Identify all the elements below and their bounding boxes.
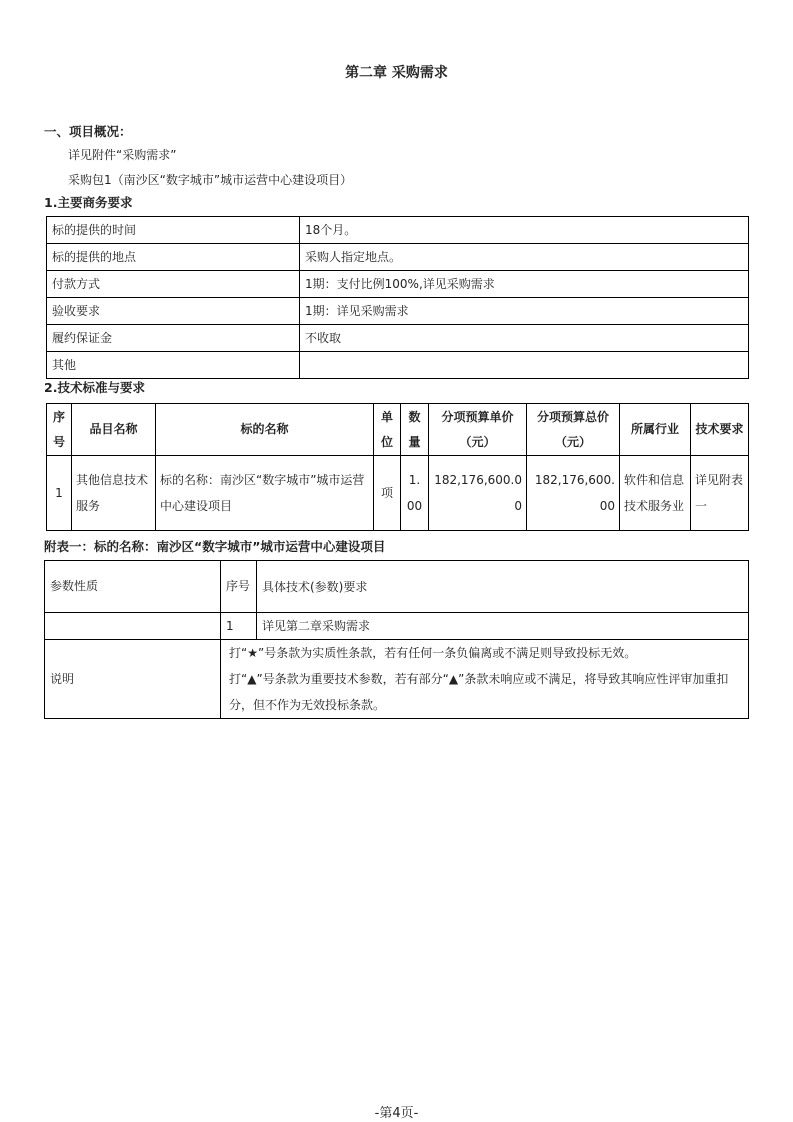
table-row — [45, 613, 749, 640]
note-line-1: 打“★”号条款为实质性条款，若有任何一条负偏离或不满足则导致投标无效。 — [229, 646, 637, 660]
business-value: 不收取 — [300, 325, 749, 352]
business-label: 验收要求 — [47, 298, 300, 325]
header-qty: 数量 — [401, 404, 429, 456]
business-label: 其他 — [47, 352, 300, 379]
cell-name: 标的名称：南沙区“数字城市”城市运营中心建设项目 — [156, 456, 374, 531]
note-label: 说明 — [45, 640, 221, 719]
table-row — [45, 640, 749, 719]
business-label: 付款方式 — [47, 271, 300, 298]
business-value: 采购人指定地点。 — [300, 244, 749, 271]
page-title: 第二章 采购需求 — [345, 65, 448, 81]
business-label: 履约保证金 — [47, 325, 300, 352]
table-header-row — [45, 561, 749, 613]
header-req: 技术要求 — [691, 404, 749, 456]
header-req: 具体技术(参数)要求 — [257, 561, 749, 613]
business-value: 1期：详见采购需求 — [300, 298, 749, 325]
business-value: 18个月。 — [300, 217, 749, 244]
overview-line-1: 详见附件“采购需求” — [68, 148, 177, 162]
cell-item: 其他信息技术服务 — [72, 456, 156, 531]
tech-heading: 2.技术标准与要求 — [44, 380, 145, 395]
page-number: -第4页- — [374, 1106, 419, 1121]
overview-line-2: 采购包1（南沙区“数字城市”城市运营中心建设项目） — [68, 173, 353, 187]
cell-industry: 软件和信息技术服务业 — [620, 456, 691, 531]
header-name: 标的名称 — [156, 404, 374, 456]
cell-qty: 1.00 — [401, 456, 429, 531]
table-row — [47, 244, 749, 271]
cell-req: 详见第二章采购需求 — [257, 613, 749, 640]
cell-total-price: 182,176,600.00 — [527, 456, 620, 531]
table-row — [47, 325, 749, 352]
header-item: 品目名称 — [72, 404, 156, 456]
appendix-heading: 附表一：标的名称：南沙区“数字城市”城市运营中心建设项目 — [44, 539, 386, 554]
cell-unit: 项 — [374, 456, 401, 531]
note-line-2: 打“▲”号条款为重要技术参数，若有部分“▲”条款未响应或不满足，将导致其响应性评审加重扣分，但不作为无效投标条款。 — [229, 672, 729, 712]
header-no: 序号 — [47, 404, 72, 456]
appendix-table — [44, 560, 749, 719]
header-nature: 参数性质 — [45, 561, 221, 613]
cell-unit-price: 182,176,600.00 — [429, 456, 527, 531]
section-heading-overview: 一、项目概况： — [44, 124, 132, 139]
cell-nature — [45, 613, 221, 640]
note-text — [221, 640, 749, 719]
business-label: 标的提供的地点 — [47, 244, 300, 271]
business-table — [46, 216, 749, 379]
header-no: 序号 — [221, 561, 257, 613]
header-total-price: 分项预算总价（元） — [527, 404, 620, 456]
cell-req: 详见附表一 — [691, 456, 749, 531]
table-row — [47, 271, 749, 298]
table-row — [47, 456, 749, 531]
business-value — [300, 352, 749, 379]
business-label: 标的提供的时间 — [47, 217, 300, 244]
cell-no: 1 — [47, 456, 72, 531]
table-row — [47, 352, 749, 379]
table-header-row — [47, 404, 749, 456]
business-heading: 1.主要商务要求 — [44, 195, 133, 210]
table-row — [47, 298, 749, 325]
header-unit-price: 分项预算单价（元） — [429, 404, 527, 456]
business-value: 1期：支付比例100%,详见采购需求 — [300, 271, 749, 298]
tech-table — [46, 403, 749, 531]
header-industry: 所属行业 — [620, 404, 691, 456]
cell-no: 1 — [221, 613, 257, 640]
header-unit: 单位 — [374, 404, 401, 456]
table-row — [47, 217, 749, 244]
